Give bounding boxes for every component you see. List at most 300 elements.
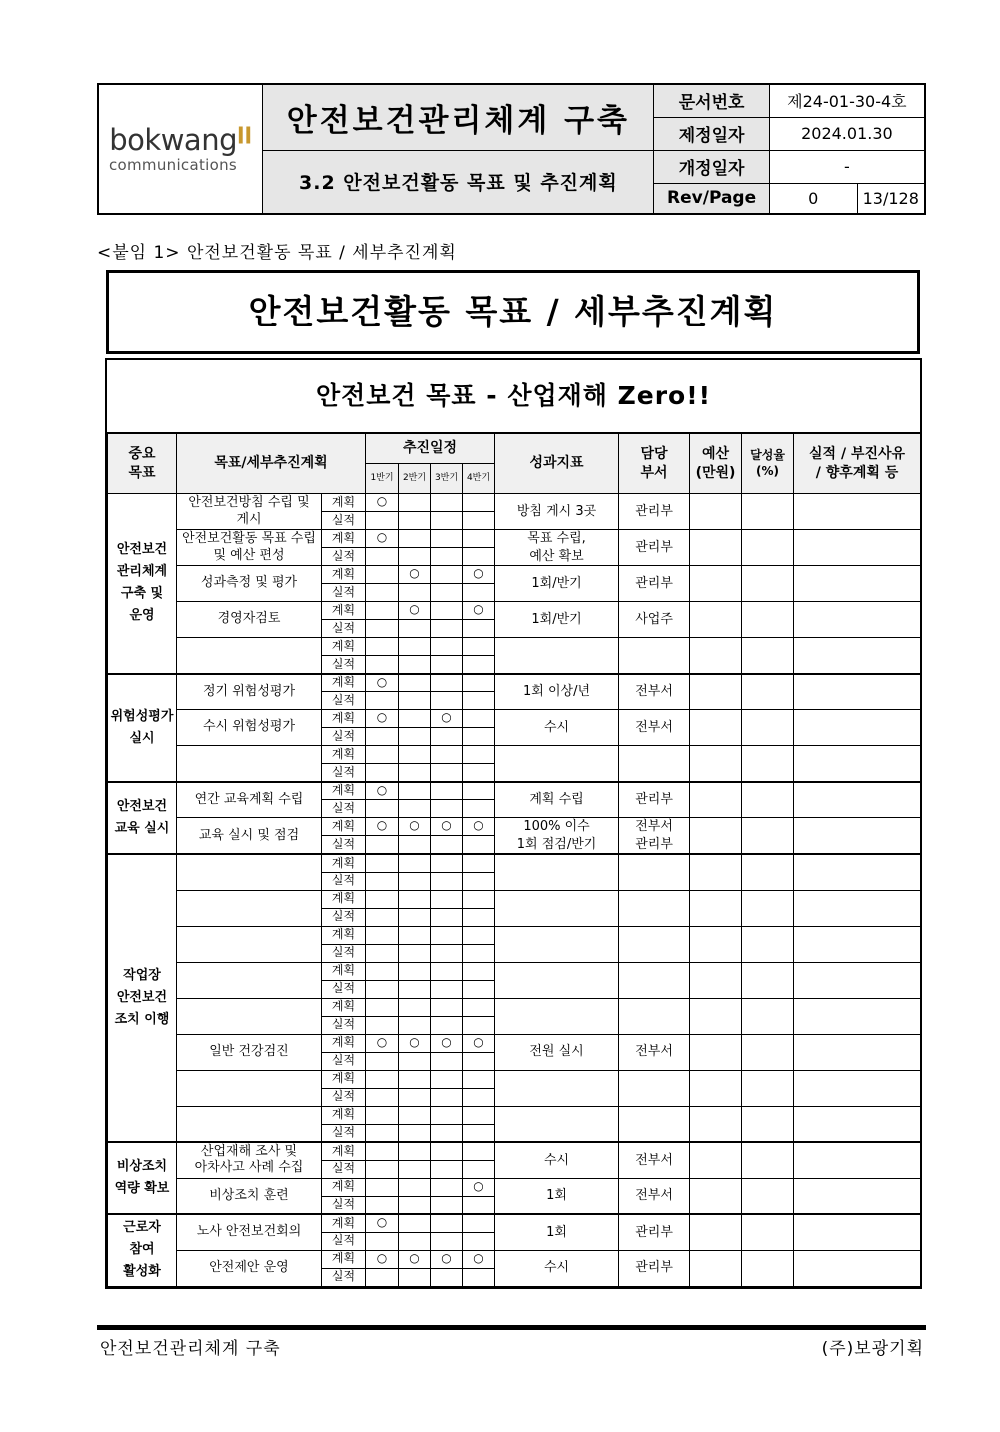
result-cell [794,1034,921,1070]
label-rev-page: Rev/Page [654,183,769,214]
schedule-cell [463,944,495,962]
plan-row [108,1178,921,1196]
result-cell [794,782,921,818]
schedule-mark: ○ [463,1250,495,1268]
schedule-cell [399,656,431,674]
rate-cell [742,602,794,638]
schedule-cell [366,764,399,782]
schedule-cell [366,1268,399,1286]
budget-cell [690,530,742,566]
schedule-cell [399,1124,431,1142]
actual-label: 실적 [322,548,366,566]
plan-row [108,674,921,692]
budget-cell [690,494,742,530]
plan-label: 계획 [322,1250,366,1268]
schedule-cell [463,836,495,854]
task-cell [177,854,322,890]
task-cell [177,1106,322,1142]
budget-cell [690,746,742,782]
actual-label: 실적 [322,764,366,782]
schedule-cell [463,692,495,710]
schedule-cell [399,908,431,926]
schedule-cell [366,998,399,1016]
task-cell [177,890,322,926]
budget-cell [690,1178,742,1214]
schedule-cell [366,548,399,566]
result-cell [794,494,921,530]
schedule-cell [366,620,399,638]
plan-row [108,782,921,800]
schedule-mark: ○ [431,818,463,836]
schedule-mark: ○ [431,1250,463,1268]
schedule-cell [431,962,463,980]
kpi-cell: 수시 [495,1142,619,1178]
result-cell [794,890,921,926]
plan-title: 안전보건활동 목표 / 세부추진계획 [106,270,920,354]
col-kpi: 성과지표 [495,434,619,494]
budget-cell [690,1250,742,1286]
result-cell [794,1070,921,1106]
task-cell: 일반 건강검진 [177,1034,322,1070]
schedule-cell [463,872,495,890]
schedule-cell [366,1124,399,1142]
rate-cell [742,782,794,818]
schedule-cell [399,728,431,746]
schedule-cell [431,1268,463,1286]
col-q1: 1반기 [366,464,399,494]
category-cell: 안전보건 교육 실시 [108,782,177,855]
schedule-cell [463,728,495,746]
actual-label: 실적 [322,728,366,746]
schedule-cell [463,764,495,782]
dept-cell: 전부서 [619,1178,690,1214]
schedule-cell [431,800,463,818]
schedule-cell [366,1052,399,1070]
budget-cell [690,1034,742,1070]
attachment-label: <붙임 1> 안전보건활동 목표 / 세부추진계획 [97,243,457,263]
schedule-cell [431,944,463,962]
task-cell: 산업재해 조사 및 아차사고 사례 수집 [177,1142,322,1178]
schedule-cell [399,1178,431,1196]
plan-row [108,1250,921,1268]
document-header-grid [97,83,926,215]
kpi-cell [495,962,619,998]
result-cell [794,602,921,638]
schedule-cell [399,854,431,872]
schedule-cell [431,674,463,692]
schedule-mark: ○ [431,1034,463,1052]
plan-label: 계획 [322,602,366,620]
result-cell [794,854,921,890]
plan-label: 계획 [322,1034,366,1052]
label-doc-number: 문서번호 [654,84,769,117]
schedule-cell [431,1124,463,1142]
schedule-cell [399,1232,431,1250]
actual-label: 실적 [322,908,366,926]
schedule-cell [399,764,431,782]
rate-cell [742,818,794,855]
schedule-cell [431,1106,463,1124]
schedule-mark: ○ [366,1214,399,1232]
dept-cell [619,638,690,674]
plan-label: 계획 [322,1214,366,1232]
col-q3: 3반기 [431,464,463,494]
schedule-cell [366,1088,399,1106]
plan-label: 계획 [322,782,366,800]
value-rev: 0 [769,183,857,214]
label-enact-date: 제정일자 [654,117,769,150]
schedule-cell [399,512,431,530]
logo-wordmark-text: bokwang [109,122,237,157]
schedule-cell [399,1214,431,1232]
kpi-cell: 1회 [495,1178,619,1214]
task-cell: 경영자검토 [177,602,322,638]
kpi-cell [495,1070,619,1106]
kpi-cell: 방침 게시 3곳 [495,494,619,530]
rate-cell [742,638,794,674]
schedule-cell [366,1178,399,1196]
rate-cell [742,854,794,890]
plan-row [108,854,921,872]
logo-subtitle-text: communications [109,155,238,174]
rate-cell [742,1142,794,1178]
kpi-cell [495,1106,619,1142]
actual-label: 실적 [322,512,366,530]
schedule-cell [366,1142,399,1160]
result-cell [794,1178,921,1214]
plan-label: 계획 [322,854,366,872]
budget-cell [690,1070,742,1106]
schedule-cell [463,530,495,548]
task-cell: 비상조치 훈련 [177,1178,322,1214]
schedule-cell [366,836,399,854]
schedule-cell [366,1106,399,1124]
budget-cell [690,566,742,602]
schedule-cell [463,620,495,638]
rate-cell [742,494,794,530]
plan-label: 계획 [322,530,366,548]
schedule-cell [399,836,431,854]
task-cell: 성과측정 및 평가 [177,566,322,602]
kpi-cell: 수시 [495,1250,619,1286]
actual-label: 실적 [322,584,366,602]
kpi-cell: 1회/반기 [495,566,619,602]
kpi-cell: 전원 실시 [495,1034,619,1070]
result-cell [794,566,921,602]
schedule-cell [463,656,495,674]
result-cell [794,962,921,998]
schedule-cell [463,1142,495,1160]
schedule-cell [399,944,431,962]
result-cell [794,638,921,674]
schedule-cell [463,494,495,512]
budget-cell [690,926,742,962]
plan-label: 계획 [322,962,366,980]
schedule-cell [399,692,431,710]
plan-label: 계획 [322,890,366,908]
schedule-cell [399,1160,431,1178]
schedule-mark: ○ [431,710,463,728]
col-dept: 담당 부서 [619,434,690,494]
schedule-cell [399,1106,431,1124]
schedule-cell [399,1268,431,1286]
plan-label: 계획 [322,494,366,512]
actual-label: 실적 [322,656,366,674]
plan-row [108,530,921,548]
kpi-cell [495,854,619,890]
task-cell [177,926,322,962]
safety-goal: 안전보건 목표 - 산업재해 Zero!! [107,360,920,433]
dept-cell: 전부서 관리부 [619,818,690,855]
schedule-cell [399,890,431,908]
schedule-cell [366,638,399,656]
schedule-cell [366,1016,399,1034]
schedule-cell [431,1196,463,1214]
plan-label: 계획 [322,1142,366,1160]
col-q4: 4반기 [463,464,495,494]
schedule-mark: ○ [366,1034,399,1052]
schedule-cell [463,1124,495,1142]
result-cell [794,746,921,782]
schedule-cell [463,962,495,980]
plan-label: 계획 [322,638,366,656]
schedule-cell [431,908,463,926]
schedule-cell [463,1052,495,1070]
schedule-cell [463,1070,495,1088]
result-cell [794,926,921,962]
schedule-cell [463,908,495,926]
dept-cell: 관리부 [619,530,690,566]
actual-label: 실적 [322,1196,366,1214]
actual-label: 실적 [322,944,366,962]
schedule-cell [463,800,495,818]
schedule-mark: ○ [399,1034,431,1052]
task-cell: 수시 위험성평가 [177,710,322,746]
dept-cell [619,890,690,926]
schedule-cell [366,854,399,872]
plan-label: 계획 [322,1106,366,1124]
result-cell [794,998,921,1034]
schedule-cell [399,800,431,818]
col-rate: 달성율 (%) [742,434,794,494]
schedule-cell [366,908,399,926]
task-cell: 교육 실시 및 점검 [177,818,322,855]
actual-label: 실적 [322,1232,366,1250]
schedule-cell [431,1232,463,1250]
actual-label: 실적 [322,620,366,638]
schedule-cell [431,1088,463,1106]
schedule-cell [431,494,463,512]
schedule-cell [366,746,399,764]
value-doc-number: 제24-01-30-4호 [769,84,925,117]
schedule-cell [399,782,431,800]
result-cell [794,530,921,566]
budget-cell [690,854,742,890]
budget-cell [690,998,742,1034]
result-cell [794,1250,921,1286]
schedule-cell [399,998,431,1016]
rate-cell [742,1214,794,1250]
col-plan: 목표/세부추진계획 [177,434,366,494]
schedule-cell [431,1160,463,1178]
dept-cell [619,1106,690,1142]
plan-row [108,1070,921,1088]
budget-cell [690,602,742,638]
value-enact-date: 2024.01.30 [769,117,925,150]
budget-cell [690,1106,742,1142]
schedule-mark: ○ [366,782,399,800]
schedule-cell [431,782,463,800]
schedule-cell [463,1016,495,1034]
actual-label: 실적 [322,872,366,890]
dept-cell [619,746,690,782]
category-cell: 위험성평가 실시 [108,674,177,782]
plan-label: 계획 [322,674,366,692]
footer-document-name: 안전보건관리체계 구축 [100,1339,281,1359]
kpi-cell [495,746,619,782]
schedule-cell [431,728,463,746]
dept-cell: 관리부 [619,566,690,602]
kpi-cell: 계획 수립 [495,782,619,818]
schedule-cell [463,998,495,1016]
dept-cell [619,1070,690,1106]
header-subtitle: 3.2 안전보건활동 목표 및 추진계획 [263,150,654,214]
rate-cell [742,710,794,746]
rate-cell [742,1106,794,1142]
result-cell [794,1106,921,1142]
schedule-cell [366,728,399,746]
schedule-mark: ○ [366,530,399,548]
schedule-cell [366,944,399,962]
schedule-cell [431,1052,463,1070]
rate-cell [742,674,794,710]
kpi-cell: 목표 수립, 예산 확보 [495,530,619,566]
task-cell: 안전보건방침 수립 및 게시 [177,494,322,530]
schedule-cell [431,1178,463,1196]
plan-row [108,818,921,836]
plan-row [108,1142,921,1160]
label-revise-date: 개정일자 [654,150,769,183]
footer-rule [97,1325,926,1330]
budget-cell [690,1142,742,1178]
schedule-cell [431,1214,463,1232]
rate-cell [742,1070,794,1106]
plan-label: 계획 [322,710,366,728]
schedule-mark: ○ [399,818,431,836]
result-cell [794,674,921,710]
schedule-cell [366,1232,399,1250]
plan-label: 계획 [322,998,366,1016]
schedule-cell [399,494,431,512]
kpi-cell: 100% 이수 1회 점검/반기 [495,818,619,855]
plan-table-container [105,358,922,1289]
kpi-cell [495,638,619,674]
actual-label: 실적 [322,1124,366,1142]
actual-label: 실적 [322,980,366,998]
schedule-cell [366,872,399,890]
rate-cell [742,1250,794,1286]
actual-label: 실적 [322,1088,366,1106]
schedule-cell [399,1142,431,1160]
budget-cell [690,710,742,746]
schedule-cell [366,584,399,602]
schedule-cell [431,656,463,674]
kpi-cell: 1회/반기 [495,602,619,638]
actual-label: 실적 [322,836,366,854]
result-cell [794,710,921,746]
rate-cell [742,1034,794,1070]
plan-row [108,494,921,512]
category-cell: 비상조치 역량 확보 [108,1142,177,1214]
schedule-mark: ○ [399,566,431,584]
schedule-cell [399,584,431,602]
plan-label: 계획 [322,1178,366,1196]
plan-row [108,1214,921,1232]
kpi-cell: 1회 이상/년 [495,674,619,710]
schedule-mark: ○ [463,1034,495,1052]
budget-cell [690,1214,742,1250]
budget-cell [690,962,742,998]
schedule-cell [366,512,399,530]
actual-label: 실적 [322,1268,366,1286]
schedule-cell [463,1160,495,1178]
rate-cell [742,566,794,602]
schedule-cell [366,1196,399,1214]
budget-cell [690,638,742,674]
schedule-cell [431,638,463,656]
actual-label: 실적 [322,692,366,710]
rate-cell [742,962,794,998]
schedule-mark: ○ [366,710,399,728]
dept-cell: 전부서 [619,1034,690,1070]
schedule-cell [463,782,495,800]
schedule-mark: ○ [399,1250,431,1268]
dept-cell [619,854,690,890]
schedule-cell [463,1196,495,1214]
schedule-cell [399,926,431,944]
rate-cell [742,530,794,566]
kpi-cell: 수시 [495,710,619,746]
schedule-cell [431,980,463,998]
schedule-cell [431,746,463,764]
budget-cell [690,890,742,926]
plan-label: 계획 [322,818,366,836]
result-cell [794,818,921,855]
result-cell [794,1142,921,1178]
actual-label: 실적 [322,1052,366,1070]
schedule-cell [463,746,495,764]
category-cell: 작업장 안전보건 조치 이행 [108,854,177,1142]
category-cell: 안전보건 관리체계 구축 및 운영 [108,494,177,674]
task-cell: 안전보건활동 목표 수립 및 예산 편성 [177,530,322,566]
task-cell [177,1070,322,1106]
plan-row [108,962,921,980]
actual-label: 실적 [322,800,366,818]
schedule-cell [431,620,463,638]
schedule-cell [366,1160,399,1178]
actual-label: 실적 [322,1160,366,1178]
actual-label: 실적 [322,1016,366,1034]
plan-label: 계획 [322,746,366,764]
plan-table [107,433,921,1287]
task-cell: 안전제안 운영 [177,1250,322,1286]
dept-cell: 전부서 [619,1142,690,1178]
plan-row [108,998,921,1016]
schedule-mark: ○ [463,818,495,836]
plan-label: 계획 [322,1070,366,1088]
task-cell [177,746,322,782]
schedule-cell [431,890,463,908]
